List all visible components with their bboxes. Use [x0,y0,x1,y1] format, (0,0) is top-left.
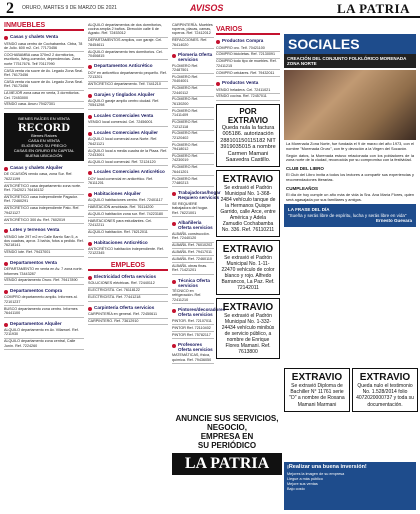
classified-ad: DOY en anticrético departamento pequeño. Ref. 7213201 [88,70,168,81]
classified-ad: ALBAÑIL obras finas. Ref. 71421201 [172,263,214,274]
classified-ad: COMPRO celulares. Ref. 79432011 [216,70,280,77]
category-heading [88,63,168,69]
classified-ad: COMPRO oro. Telf. 70421100 [216,45,280,52]
classified-ad: CARPINTERO. Ref. 73612910 [88,319,168,326]
extravio-body: Se extravió Diploma de Bachiller N° 11761 serie "D" a nombre de Roxana Mamani Marmani [289,383,345,408]
sociales-banner [284,34,416,54]
category-heading [216,80,280,86]
classified-ad: CASA venta vía sucre de Av. Legado Zona Seal. Ref. 76173456 [4,68,84,79]
category-title: Pintores/decoradores Oferta servicios [178,307,226,318]
classified-ad: REFACCIONES. Ref. 76414020 [172,38,214,49]
sociales-paragraph: El Club del Libro invita a todos los lectores a compartir sus experiencias y recomendaciones literarias. [286,172,414,182]
classified-ad: PLOMERO Ref. 79418012 [172,142,214,153]
category-title: Casas y chalets Alquiler [10,164,63,170]
category-title: Carpintería Oferta servicios [94,304,155,310]
banner-item: Llegue a más público [287,477,323,481]
classified-ad: VENDO casa centro de Cochabamba. Cbba, 78 de Julio. 600 m2. Cel. 77173456 [4,41,84,52]
banner-list [284,472,416,492]
extravio-notice [216,170,280,237]
bullet-icon [88,65,92,69]
classified-ad: ANTICRÉTICO habitación independiente. Ref. 72122345 [88,247,168,258]
classified-ad: SOLUCIONES eléctricas. Ref. 72440112 [88,281,168,288]
classified-ad: ALQUILO departamento zona central, Calle Junín. Ref. 7224260 [4,339,84,350]
category-heading [172,278,214,288]
category-title: Trabajadoras/hogar Requiero servicios [178,190,221,201]
classified-ad: HABITACIONES para estudiantes. Cel. 72412211 [88,218,168,229]
classified-ad: CASA venta vía sucre de Av. Legado Zona Seal. Ref. 76173456 [4,79,84,90]
bullet-icon [4,290,8,294]
group-photo [284,70,416,140]
category-title: Habitaciones Anticrético [94,239,148,245]
category-title: Locales Comerciales Alquiler [94,129,158,135]
record-line: BUENA UBICACIÓN [25,152,63,158]
classified-ad: COMPRO bicicletas. Ref. 72130091 [216,52,280,59]
sociales-headline: CREACIÓN DEL CONJUNTO FOLKLÓRICO MORENADA ZONA NORTE [284,54,416,68]
birthday-title: CUMPLEAÑOS [286,185,319,191]
por-extravio-body: Queda nula la factura 005186. autorización 288101150115182 NIT 3919035015 a nombre Carmen Mamani Saavedra Castillo. [220,124,276,164]
classified-ad: ANTICRÉTICO casa departamento zona norte. Ref. 7342021 76416132 [4,183,84,194]
classified-ad: DE OCASIÓN vendo casa, zona Sur. Ref. 76221199 [4,172,84,183]
category-heading [88,274,168,280]
category-title: Electricidad Oferta servicios [94,273,157,279]
banner-item: Mejore sus ventas [287,482,318,486]
bullet-icon [172,222,176,226]
bullet-icon [4,323,8,327]
classified-ad: ALQUILO local comercial. Ref. 72124120 [88,159,168,166]
classified-ad: ALQUILO departamento en Av. Villarroel. Ref. 7211930 [4,328,84,339]
classified-ad: VENDO lote. Ref. 79437001 [4,250,84,257]
category-heading [172,190,221,201]
bullet-icon [88,276,92,280]
category-heading [172,52,214,62]
category-heading [4,321,84,327]
category-title: Locales Comerciales Venta [94,112,154,118]
classified-ad: SE REQUIERE trabajadora del hogar. Ref. 76221001 [172,201,214,217]
classified-ad: PLOMERO Ref. 76130200 [172,97,214,108]
extravio-body: Se extravió el Padrón Municipal No. 1-11-22470 vehículo de color blanco y rojo. Alfredo Barrancos, La Paz. Ref. 72142011 [221,254,275,291]
record-line: BIENES RAÍCES EN VENTA [18,115,70,121]
promo-line: NEGOCIO, [206,423,247,432]
classified-ad: VENDO casa. Anuru 79427301 [4,102,84,109]
classified-ad: ALQUILO local a media cuadra de la Plaza. Ref. 72433001 [88,148,168,159]
banner-item: Bajo costo [287,487,305,491]
classified-ad: ALBAÑIL Ref. 79417011 [172,249,214,256]
category-title: Departamentos Alquiler [10,320,62,326]
category-heading [172,220,214,230]
category-heading [88,130,168,136]
extravio-notice [352,368,418,412]
classified-ad: CARPINTERÍA en general. Ref. 72450611 [88,312,168,319]
category-title: Habitaciones Alquiler [94,190,141,196]
category-title: Departamentos Compra [10,287,63,293]
category-title: Albañilería Oferta servicios [178,220,213,231]
extravio-body: Se extravió el Padrón Municipal No. 1-368-2484 vehículo tanque de la Hermanos Quispe Garrido, calle Arce, entre América y Adela Zamudio Cochabamba No. 336. Ref. 76110211 [220,184,276,233]
promo-brand: LA PATRIA [172,453,282,475]
classified-ad: VENDO local comercial. Cel. 72456001 [88,120,168,127]
bullet-icon [88,115,92,119]
category-title: Locales Comerciales Anticrético [94,169,165,175]
page-header [0,0,420,18]
classified-ad: DEPARTAMENTO en venta en Av. 7 zona norte. Informes 73443287 [4,267,84,278]
bullet-icon [172,280,176,284]
bullet-icon [88,171,92,175]
category-heading [216,38,280,44]
classified-ad: PLOMERO Ref. 76441201 [172,165,214,176]
classified-ad: PLOMERO Ref. 74230019 [172,154,214,165]
classified-ad: ALBAÑIL Ref. 72460110 [172,256,214,263]
classified-ad: PLOMERO Ref. 72487501 [172,63,214,74]
classified-ad: PINTOR Ref. 72110402 [172,325,214,332]
category-heading [88,305,168,311]
category-heading [4,227,84,233]
section-heading: INMUEBLES [4,22,84,31]
bullet-icon [88,94,92,98]
bullet-icon [172,192,176,196]
classified-ad: ALQUILO departamentos de dos dormitorios, cocina amplia 2 baños. Dirección calle 6 de Agosto. Ref. 72453012 [88,22,168,38]
record-ad [4,113,84,161]
record-line: CASA EN VENTA [28,137,60,143]
extravio-notice [216,298,280,359]
quote-box [284,204,416,227]
bullet-icon [4,229,8,233]
bullet-icon [172,309,176,313]
bullet-icon [4,36,8,40]
category-title: Profesores Oferta servicios [178,341,213,352]
bullet-icon [88,242,92,246]
classified-ad: PINTOR Ref. 75782117 [172,332,214,339]
extravio-notice [216,240,280,295]
sociales-paragraph: El día de hoy cumple un año más de vida la Sra. Ana María Flores, quien será agasajada por sus familiares y amigos. [286,191,414,202]
column-servicios [172,22,226,412]
extravio-title: EXTRAVIO [291,372,343,383]
category-title: Plomería Oferta servicios [178,52,213,63]
newspaper-brand: LA PATRIA [337,1,410,16]
category-title: Departamentos Venta [10,259,57,265]
bullet-icon [88,132,92,136]
extravio-title: EXTRAVIO [222,173,274,185]
por-extravio-title: POR EXTRAVIO [227,106,269,125]
bullet-icon [216,40,220,44]
classified-ad: PLOMERO Ref. 77480213 [172,176,214,187]
promo-line: EMPRESA EN [200,432,254,441]
classified-ad: ANTICRETICO casa independiente Pato. Ref. 79421127 [4,206,84,217]
column-inmuebles [4,22,84,510]
sociales-paragraph: La Morenada Zona Norte, fue fundada el 9 de marzo del año 1973, con el nombre "Morenada Oruro", con fe y devoción a la Virgen del Socavón. [286,141,414,151]
category-heading [88,92,168,98]
bullet-icon [172,344,176,348]
classified-ad: HABITACIÓN amoblada. Ref. 76114200 [88,205,168,212]
bullet-icon [4,167,8,171]
classified-ad: PLOMERO Ref. 72440112 [172,86,214,97]
record-line: ELIGIENDO SU PRECIO [21,142,67,148]
category-heading [4,165,84,171]
club-title: CLUB DEL LIBRO [286,166,324,172]
category-title: Casas y chalets Venta [10,34,59,39]
record-line: RECORD [17,119,70,134]
classified-ad: LA MEJOR zona casa en venta, 3 dormitorios. Cel. 72453000 [4,91,84,102]
classified-ad: VENDO departamento Oruro. Ref. 79417890 [4,278,84,285]
sociales-paragraph: Según datos, la Morenada estuvo relacionada con los pobladores de la zona norte de la ciudad, reconocida por su compromiso con la festividad. [286,152,414,163]
page-number: 2 [6,0,14,17]
category-heading [4,288,84,294]
classified-ad: COCHABAMBA casa 370m2 2 dormitorios, escritorio, living-comedor, dependencias. Zona norte 77517676. Telf 70117990 [4,52,84,68]
classified-ad: ALQUILO habitación. Ref. 76212011 [88,230,168,237]
column-alquileres [88,22,168,510]
classified-ad: TÉCNICO en refrigeración. Ref. 72411210 [172,289,214,305]
por-extravio-notice [216,104,280,167]
bullet-icon [88,193,92,197]
extravio-body: Se extravió el Padrón Municipal No. 1-332-24434 vehículo minibús de servicio público, a nombre de Enrique Flores Mamani. Ref. 7613800 [221,312,275,355]
classified-ad: PINTOR. Ref. 72107011 [172,318,214,325]
extravio-title: EXTRAVIO [222,243,274,255]
classified-ad: DEPARTAMENTOS amplios, con garaje. Cel. 78454611 [88,38,168,49]
category-title: Productos Venta [222,80,259,86]
sociales-section [284,34,416,364]
classified-ad: CARPINTERÍA. Muebles roperos, placas, camas, roperos. Ref. 72412012 [172,22,214,38]
classified-ad: BUSCO departamento zona centro. Informes 76441100 [4,306,84,317]
classified-ad: ANTICRÉTICO 300 Av. Ref. 7602019 [4,217,84,224]
classified-ad: PLOMERO Ref. 70404001 [172,74,214,85]
category-heading [88,169,168,175]
extravio-title: EXTRAVIO [222,301,274,313]
classified-ad: ALQUILO departamento tres dormitorios. Cel. 70406815 [88,49,168,60]
bullet-icon [4,262,8,266]
category-heading [4,34,84,40]
sociales-title: SOCIALES [288,36,360,52]
classified-ad: ELECTRICISTA. Ref. 77441218 [88,295,168,302]
bullet-icon [172,54,176,58]
section-heading: VARIOS [216,26,280,35]
extravio-body: Queda nulo el testimonio No. 1.528/2014 folio 4072020000737 y toda su documentación. [356,383,414,408]
classified-ad: DOY local comercial en anticrético. Ref. 76111201 [88,176,168,187]
quote-text: "Sueña y serás libre de espíritu, lucha y serás libre en vida" [288,212,407,218]
extravio-title: EXTRAVIO [359,372,411,383]
classified-ad: ALBAÑIL construcción. Ref. 72440120 [172,231,214,242]
classified-ad: MATEMÁTICAS, física, química. Ref. 79436050 [172,353,214,364]
classified-ad: ALQUILO habitación zona sur. Ref. 74223180 [88,211,168,218]
extravio-notice [284,368,350,412]
classified-ad: COMPRO departamento amplio. Informes al. 72101237 [4,295,84,306]
bullet-icon [88,307,92,311]
classified-ad: PLOMERO Ref. 71411409 [172,108,214,119]
bullet-icon [216,82,220,86]
category-title: Garajes y tinglados Alquiler [94,91,155,97]
quote-author: Ernesto Guevara [375,218,412,224]
quote-heading: LA FRASE DEL DÍA [288,207,330,213]
classified-ad: PLOMERO Ref. 71212118 [172,120,214,131]
section-heading: EMPLEOS [88,262,168,271]
classified-ad: ALBAÑIL Ref. 76010202 [172,243,214,250]
classified-ad: ALQUILO habitaciones centro. Ref. 72401117 [88,198,168,205]
category-title: Técnica Oferta servicios [178,277,210,288]
category-heading [88,113,168,119]
promo-line: SU PERIÓDICO [197,441,257,450]
category-heading [88,191,168,197]
category-title: Departamentos Anticrético [94,63,153,69]
category-title: Productos Compra [222,38,264,43]
classified-ad: ANTICRETICO departamento. Telf. 7441210 [88,82,168,89]
category-title: Lotes y terrenos Venta [10,227,60,233]
classified-ad: VENDO heladera. Cel. 72411021 [216,87,280,94]
category-heading [172,342,214,352]
investment-banner [284,462,416,510]
category-heading [4,260,84,266]
category-heading [172,307,226,318]
classified-ad: ANTICRETICO casa independiente Pagador. Ref. 72460291 [4,195,84,206]
banner-title: ¡Realizar una buena inversión! [287,464,367,470]
classified-ad: VENDO lote 297 m2 en Calle Barrio San 5, a dos cuadras, aprox. 3 bahía, fotos a pedido. Ref. 76218141 [4,234,84,250]
banner-item: Mejores la imagen de su empresa [287,472,345,476]
classified-ad: ALQUILO local comercial zona Norte. Ref. 76421121 [88,137,168,148]
classified-ad: PLOMERO Ref. 72120402 [172,131,214,142]
category-heading [88,240,168,246]
record-line: Bienes Raíces [31,132,57,138]
classified-ad: ALQUILO garaje amplio centro ciudad. Ref. 70541298 [88,99,168,110]
promo-ad [172,414,282,509]
promo-line: ANUNCIE SUS SERVICIOS, [175,414,279,423]
page-date: ORURO, MARTES 9 DE MARZO DE 2021 [22,5,117,11]
classified-ad: VENDO cocina. Ref. 72457011 [216,94,280,101]
section-title: AVISOS [190,3,224,13]
classified-ad: COMPRO todo tipo de muebles. Ref. 72411215 [216,59,280,70]
record-line: CASAS EN ORURO EN CAPITAL [13,147,75,153]
classified-ad: ELECTRICISTA. Cel. 76118122 [88,288,168,295]
